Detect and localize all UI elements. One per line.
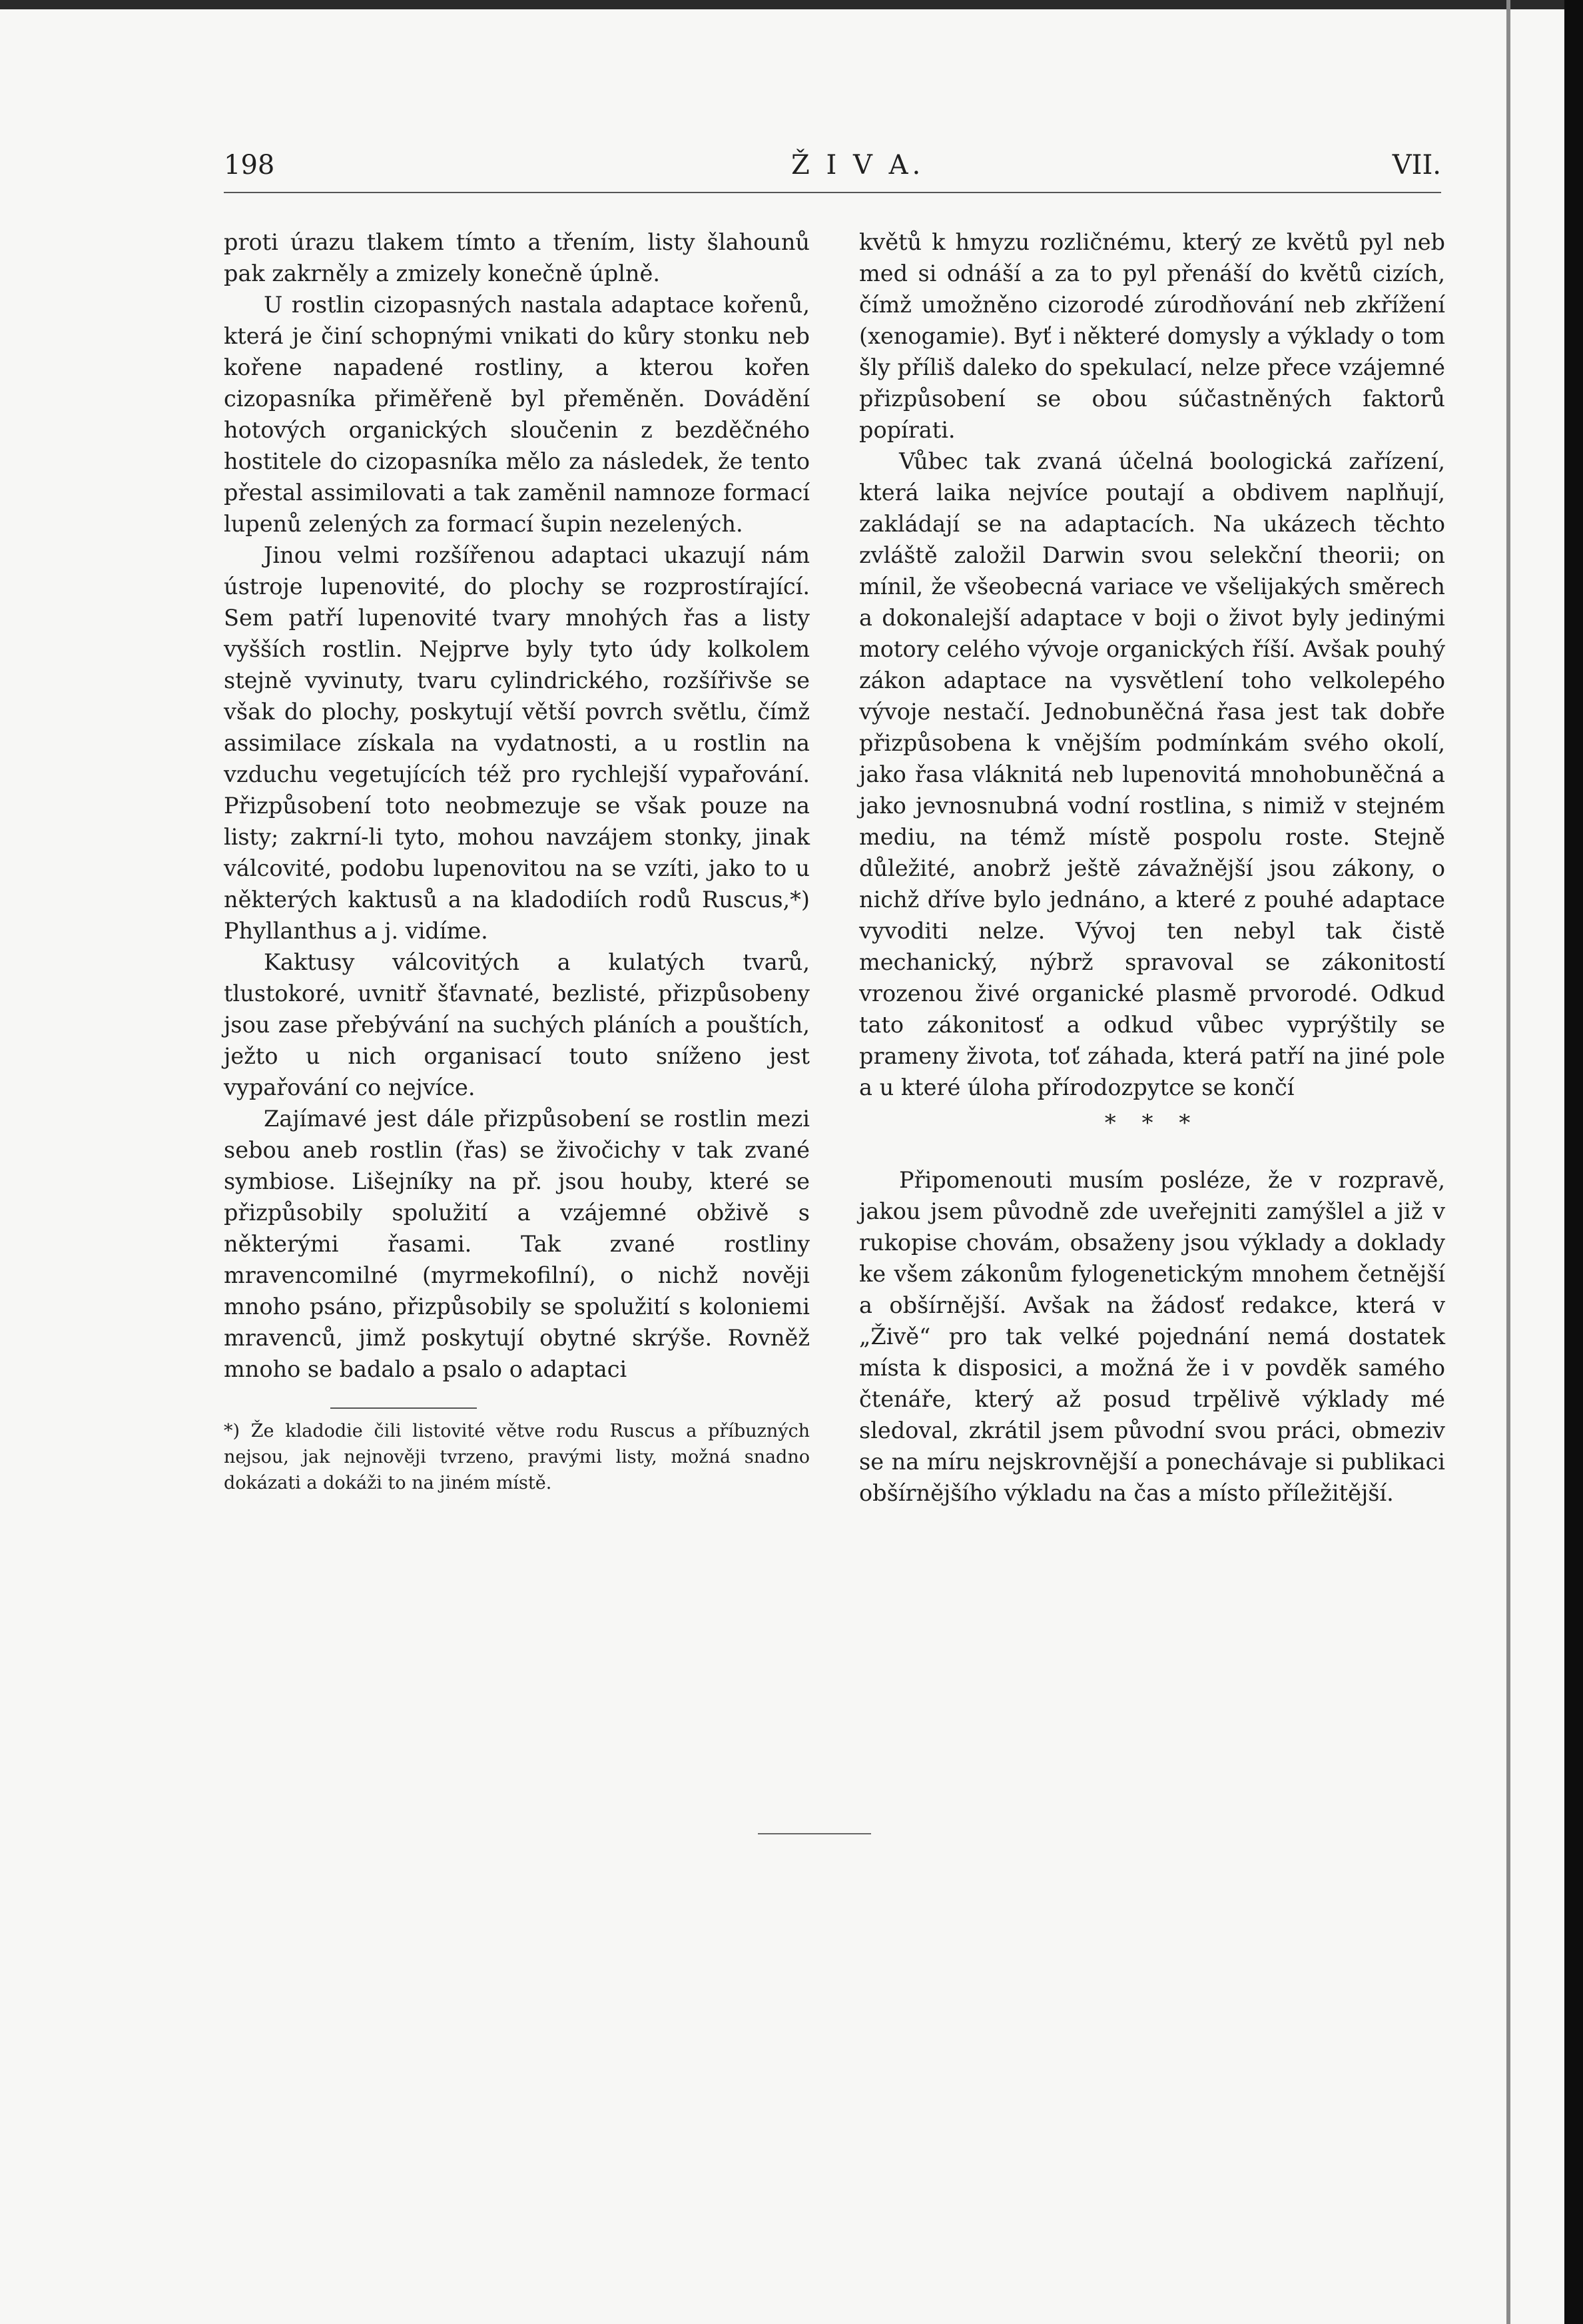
footnote: *) Že kladodie čili listovité větve rodu Ruscus a příbuzných nejsou, jak nejnověji tvrzeno, pravými listy, možná snadno dokázati a dokáži to na jiném místě. xyxy=(224,1421,810,1493)
volume-number: VII. xyxy=(1392,150,1441,181)
header-rule xyxy=(224,192,1441,193)
right-column xyxy=(859,226,1445,1509)
paragraph: U rostlin cizopasných nastala adaptace kořenů, která je činí schopnými vnikati do kůry stonku neb kořene napadené rostliny, a kterou kořen cizopasníka přiměřeně byl přeměněn. Dovádění hotových organických sloučenin z bezděčného hostitele do cizopasníka mělo za následek, že tento přestal assimilovati a tak zaměnil namnoze formací lupenů zelených za formací šupin nezelených. xyxy=(224,292,810,537)
paragraph: Kaktusy válcovitých a kulatých tvarů, tlustokoré, uvnitř šťavnaté, bezlisté, přizpůsobeny jsou zase přebývání na suchých pláních a pouštích, ježto u nich organisací touto sníženo jest vypařování co nejvíce. xyxy=(224,949,810,1100)
footnote-rule xyxy=(330,1407,477,1409)
paragraph: Zajímavé jest dále přizpůsobení se rostlin mezi sebou aneb rostlin (řas) se živočichy v tak zvané symbiose. Lišejníky na př. jsou houby, které se přizpůsobily spolužití a vzájemné obživě s některými řasami. Tak zvané rostliny mravencomilné (myrmekofilní), o nichž nověji mnoho psáno, přizpůsobily se spolužití s koloniemi mravenců, jimž poskytují obytné skrýše. Rovněž mnoho se badalo a psalo o adaptaci xyxy=(224,1106,810,1382)
page-number: 198 xyxy=(224,150,275,181)
page-edge-line xyxy=(1506,0,1510,2324)
scan-border xyxy=(1564,0,1583,2324)
paragraph: květů k hmyzu rozličnému, který ze květů pyl neb med si odnáší a za to pyl přenáší do květů cizích, čímž umožněno cizorodé zúrodňování neb zkřížení (xenogamie). Byť i některé domysly a výklady o tom šly příliš daleko do spekulací, nelze přece vzájemné přizpůsobení se obou súčastněných faktorů popírati. xyxy=(859,229,1445,443)
paragraph: Jinou velmi rozšířenou adaptaci ukazují nám ústroje lupenovité, do plochy se rozprostírající. Sem patří lupenovité tvary mnohých řas a listy vyšších rostlin. Nejprve byly tyto údy kolkolem stejně vyvinuty, tvaru cylindrického, rozšířivše se však do plochy, poskytují větší povrch světlu, čímž assimilace získala na vydatnosti, a u rostlin na vzduchu vegetujících též pro rychlejší vypařování. Přizpůsobení toto neobmezuje se však pouze na listy; zakrní-li tyto, mohou navzájem stonky, jinak válcovité, podobu lupenovitou na se vzíti, jako to u některých kaktusů a na kladodiích rodů Ruscus,*) Phyllanthus a j. vidíme. xyxy=(224,542,810,944)
journal-title: Ž I V A. xyxy=(791,150,925,181)
section-separator: * * * xyxy=(1104,1110,1200,1136)
paragraph: Připomenouti musím posléze, že v rozpravě, jakou jsem původně zde uveřejniti zamýšlel a již v rukopise chovám, obsaženy jsou výklady a doklady ke všem zákonům fylogenetickým mnohem četnější a obšírnější. Avšak na žádosť redakce, která v „Živě“ pro tak velké pojednání nemá dostatek místa k disposici, a možná že i v povděk samého čtenáře, který až posud trpělivě výklady mé sledoval, zkrátil jsem původní svou práci, obmeziv se na míru nejskrovnější a ponechávaje si publikaci obšírnějšího výkladu na čas a místo příležitější. xyxy=(859,1167,1445,1506)
paragraph: Vůbec tak zvaná účelná boologická zařízení, která laika nejvíce poutají a obdivem naplňují, zakládají se na adaptacích. Na ukázech těchto zvláště založil Darwin svou selekční theorii; on mínil, že všeobecná variace ve všelijakých směrech a dokonalejší adaptace v boji o život byly jedinými motory celého vývoje organických říší. Avšak pouhý zákon adaptace na vysvětlení toho velkolepého vývoje nestačí. Jednobuněčná řasa jest tak dobře přizpůsobena k vnějším podmínkám svého okolí, jako řasa vláknitá neb lupenovitá mnohobuněčná a jako jevnosnubná vodní rostlina, s nimiž v stejném mediu, na témž místě pospolu roste. Stejně důležité, anobrž ještě závažnější jsou zákony, o nichž dříve bylo jednáno, a které z pouhé adaptace vyvoditi nelze. Vývoj ten nebyl tak čistě mechanický, nýbrž spravoval se zákonitostí vrozenou živé organické plasmě prvorodé. Odkud tato zákonitosť a odkud vůbec vyprýštily se prameny života, toť záhada, která patří na jiné pole a u které úloha přírodozpytce se končí xyxy=(859,448,1445,1100)
bottom-rule xyxy=(758,1833,871,1834)
running-header xyxy=(224,150,1441,190)
paragraph: proti úrazu tlakem tímto a třením, listy šlahounů pak zakrněly a zmizely konečně úplně. xyxy=(224,229,810,286)
top-scan-edge xyxy=(0,0,1564,9)
left-column xyxy=(224,226,810,1496)
